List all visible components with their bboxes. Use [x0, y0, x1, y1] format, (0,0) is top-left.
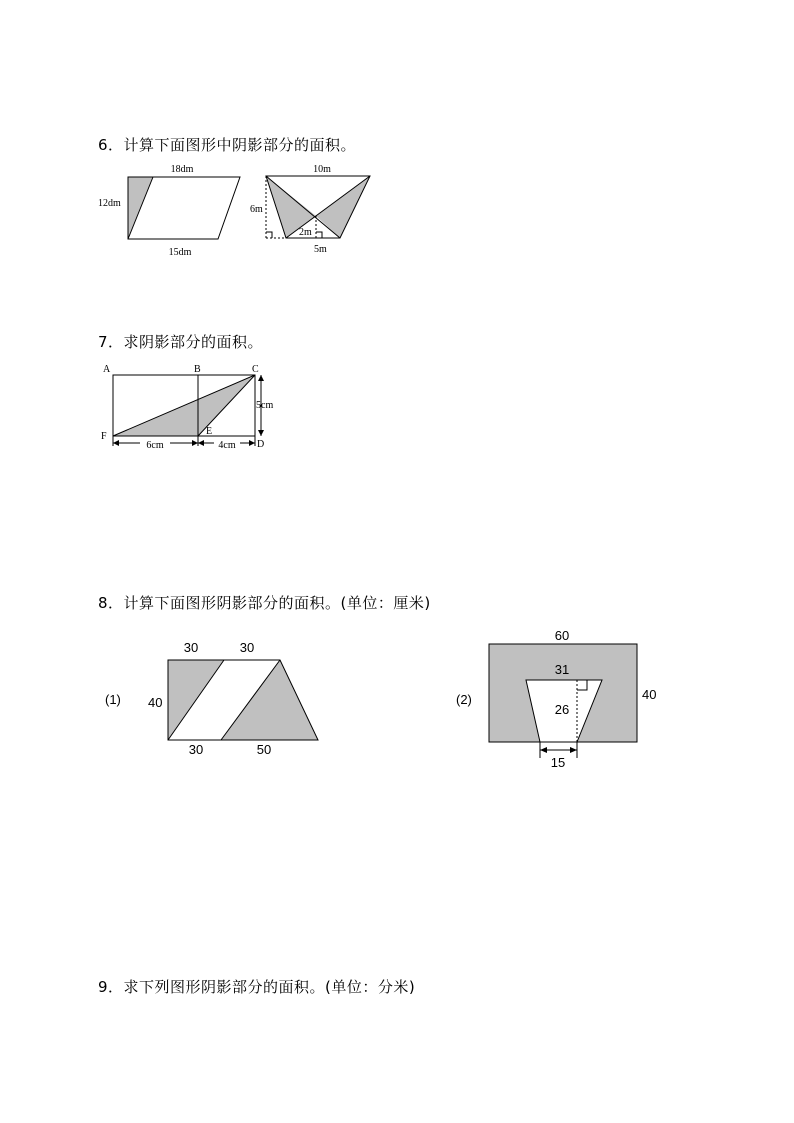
question-7: 7．求阴影部分的面积。: [98, 333, 264, 351]
fig8a-bot1: 30: [188, 742, 204, 757]
fig7-arrow-up: [258, 375, 264, 381]
fig8b-inner-h: 26: [554, 702, 570, 717]
fig7-arrow-bl-r: [192, 440, 198, 446]
fig8b-arrow-l: [540, 747, 547, 753]
figure-6a: [98, 164, 240, 258]
fig8b-top: 60: [554, 628, 570, 643]
fig7-label-A: A: [103, 364, 111, 375]
fig6b-right-angle-2: [316, 232, 322, 238]
fig6b-left-label: 6m: [250, 204, 263, 215]
question-9: 9．求下列图形阴影部分的面积。(单位：分米): [98, 978, 416, 996]
question-6: 6．计算下面图形中阴影部分的面积。: [98, 136, 357, 154]
fig7-label-6cm: 6cm: [146, 440, 164, 451]
figure-8-2: [456, 628, 656, 770]
fig6a-left-label: 12dm: [98, 198, 121, 209]
fig6b-shaded-right: [316, 176, 370, 238]
figure-8-1: [105, 640, 318, 757]
fig8a-top1: 30: [183, 640, 199, 655]
fig6a-top-label: 18dm: [170, 164, 194, 175]
fig8b-arrow-r: [570, 747, 577, 753]
fig6b-mid-label: 2m: [299, 227, 312, 238]
fig6a-bottom-label: 15dm: [168, 247, 192, 258]
fig8b-tag: (2): [456, 692, 472, 707]
fig7-label-B: B: [194, 364, 201, 375]
fig8b-right: 40: [642, 687, 657, 702]
fig7-arrow-down: [258, 430, 264, 436]
fig7-label-5cm: 5cm: [256, 400, 274, 411]
fig7-label-F: F: [101, 431, 107, 442]
fig8a-tag: (1): [105, 692, 121, 707]
fig8a-bot2: 50: [256, 742, 272, 757]
fig7-label-D: D: [257, 439, 265, 450]
fig8a-shaded-right: [221, 660, 318, 740]
fig7-label-C: C: [252, 364, 259, 375]
figure-7: [101, 364, 273, 451]
fig7-arrow-br-r: [249, 440, 255, 446]
fig7-label-4cm: 4cm: [218, 440, 236, 451]
fig7-label-E: E: [206, 426, 213, 437]
question-8: 8．计算下面图形阴影部分的面积。(单位：厘米): [98, 594, 431, 612]
fig6b-right-angle-1: [266, 232, 272, 238]
fig6b-bottom-label: 5m: [314, 244, 327, 255]
fig8b-bottom: 15: [550, 755, 566, 770]
fig8b-inner-top: 31: [554, 662, 570, 677]
fig7-arrow-bl-l: [113, 440, 119, 446]
fig8a-top2: 30: [239, 640, 255, 655]
fig8a-left: 40: [148, 695, 163, 710]
fig7-arrow-br-l: [198, 440, 204, 446]
fig6b-top-label: 10m: [313, 164, 331, 175]
figure-6b: [250, 164, 370, 255]
